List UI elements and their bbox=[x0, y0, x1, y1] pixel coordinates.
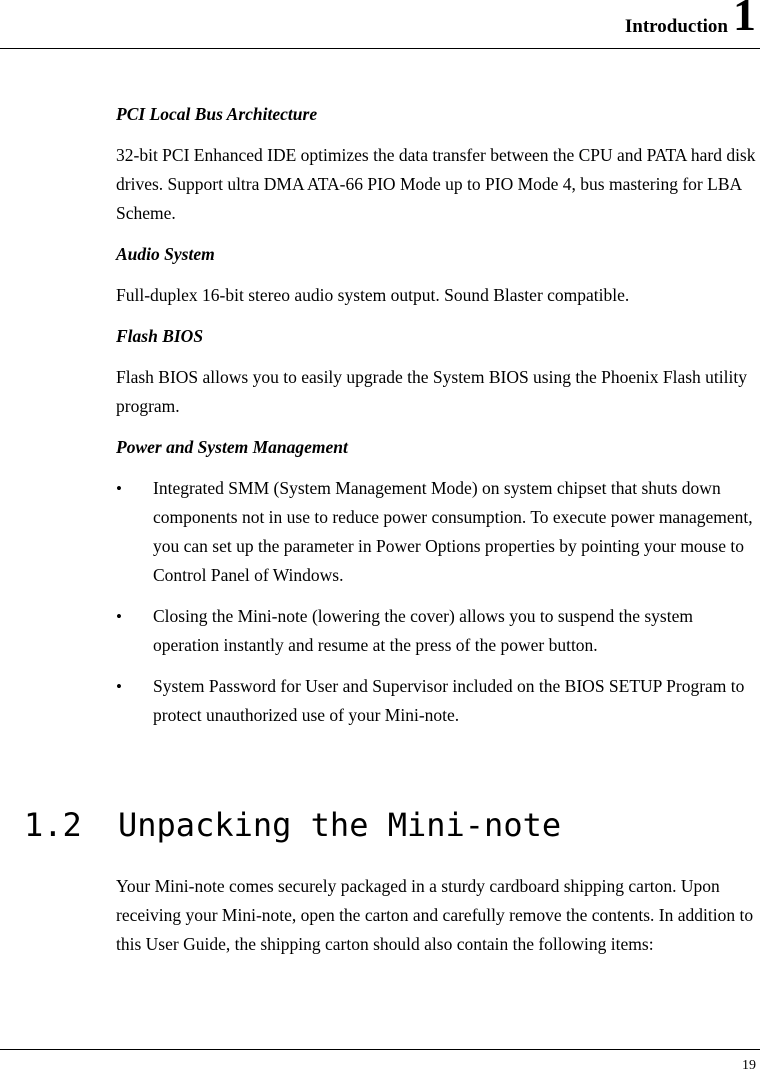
unpacking-paragraph: Your Mini-note comes securely packaged in a sturdy cardboard shipping carton. Upon receiving your Mini-note, open the carton and carefully remove the contents. In addition to this User Guide, the shipping carton should also contain the following items: bbox=[116, 876, 754, 954]
bullet-icon: • bbox=[116, 607, 122, 626]
section-title-text: Unpacking the Mini-note bbox=[118, 806, 562, 844]
section-flash-bios bbox=[116, 322, 760, 421]
chapter-number: 1 bbox=[733, 0, 756, 40]
list-item-text: Integrated SMM (System Management Mode) on system chipset that shuts down components not in use to reduce power consumption. To execute power management, you can set up the parameter in Power Options properties by pointing your mouse to Control Panel of Windows. bbox=[153, 478, 753, 585]
list-item bbox=[116, 672, 760, 730]
page-footer bbox=[0, 1049, 760, 1073]
section-body: 32-bit PCI Enhanced IDE optimizes the data transfer between the CPU and PATA hard disk drives. Support ultra DMA ATA-66 PIO Mode up to PIO Mode 4, bus mastering for LBA Scheme. bbox=[116, 145, 756, 223]
list-item bbox=[116, 474, 760, 590]
page-header bbox=[0, 0, 760, 49]
section-heading: PCI Local Bus Architecture bbox=[116, 104, 318, 124]
section-title-unpacking bbox=[24, 800, 561, 850]
section-pci bbox=[116, 100, 760, 228]
section-heading: Power and System Management bbox=[116, 437, 348, 457]
section-power-management bbox=[116, 433, 760, 730]
list-item bbox=[116, 602, 760, 660]
list-item-text: Closing the Mini-note (lowering the cover) allows you to suspend the system operation instantly and resume at the press of the power button. bbox=[153, 606, 693, 655]
section-body: Full-duplex 16-bit stereo audio system output. Sound Blaster compatible. bbox=[116, 285, 630, 305]
bullet-icon: • bbox=[116, 479, 122, 498]
page-number: 19 bbox=[742, 1058, 756, 1073]
section-heading: Audio System bbox=[116, 244, 215, 264]
bullet-icon: • bbox=[116, 677, 122, 696]
main-content bbox=[116, 100, 760, 742]
bullet-list bbox=[116, 474, 760, 730]
section-number: 1.2 bbox=[24, 806, 82, 844]
list-item-text: System Password for User and Supervisor included on the BIOS SETUP Program to protect unauthorized use of your Mini-note. bbox=[153, 676, 745, 725]
section-audio bbox=[116, 240, 760, 310]
unpacking-content bbox=[116, 872, 760, 971]
chapter-title: Introduction bbox=[624, 16, 728, 37]
section-heading: Flash BIOS bbox=[116, 326, 204, 346]
section-body: Flash BIOS allows you to easily upgrade the System BIOS using the Phoenix Flash utility program. bbox=[116, 367, 747, 416]
